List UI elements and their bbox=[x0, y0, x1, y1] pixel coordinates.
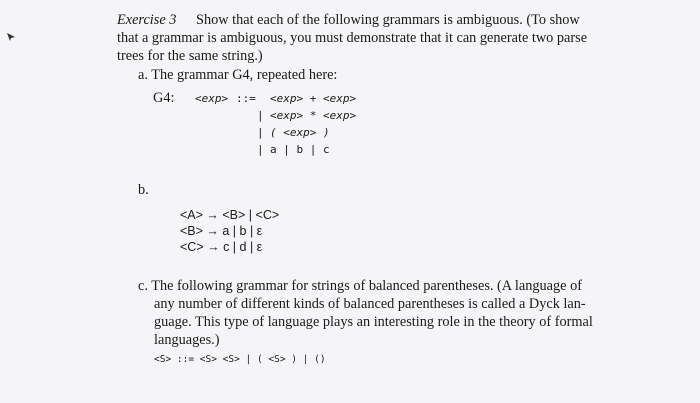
rule-lhs: <exp> bbox=[195, 92, 229, 105]
part-b-rule-2: <B> → a | b | ε bbox=[180, 224, 263, 238]
exercise-label: Exercise 3 bbox=[117, 12, 177, 28]
exercise-intro-line2: that a grammar is ambiguous, you must demonstrate that it can generate two parse bbox=[117, 30, 588, 46]
part-c-line3: guage. This type of language plays an interesting role in the theory of formal bbox=[154, 314, 593, 330]
part-c-line1: c. The following grammar for strings of balanced parentheses. (A language of bbox=[138, 278, 582, 294]
part-c-line4: languages.) bbox=[154, 332, 220, 348]
part-c-rule: <S> ::= <S> <S> | ( <S> ) | () bbox=[154, 354, 326, 365]
part-b-heading: b. bbox=[138, 182, 149, 198]
exercise-intro-line3: trees for the same string.) bbox=[117, 48, 263, 64]
rule-operator: ::= bbox=[236, 92, 256, 105]
part-b-rule-1: <A> → <B> | <C> bbox=[180, 208, 280, 222]
rule-4-bar: | bbox=[257, 143, 264, 156]
exercise-intro-line1: Show that each of the following grammars is ambiguous. (To show bbox=[196, 12, 580, 28]
rule-2-bar: | bbox=[257, 109, 264, 122]
rule-2-rhs: <exp> * <exp> bbox=[270, 109, 357, 122]
part-c-line2: any number of different kinds of balanced parentheses is called a Dyck lan- bbox=[154, 296, 586, 312]
pointer-arrow-icon bbox=[6, 32, 16, 42]
rule-1-rhs: <exp> + <exp> bbox=[270, 92, 357, 105]
part-b-rule-3: <C> → c | d | ε bbox=[180, 240, 263, 254]
rule-3-bar: | bbox=[257, 126, 264, 139]
rule-4-rhs: a | b | c bbox=[270, 143, 330, 156]
grammar-name: G4: bbox=[153, 90, 175, 106]
rule-3-rhs: ( <exp> ) bbox=[270, 126, 330, 139]
part-a-heading: a. The grammar G4, repeated here: bbox=[138, 67, 338, 83]
